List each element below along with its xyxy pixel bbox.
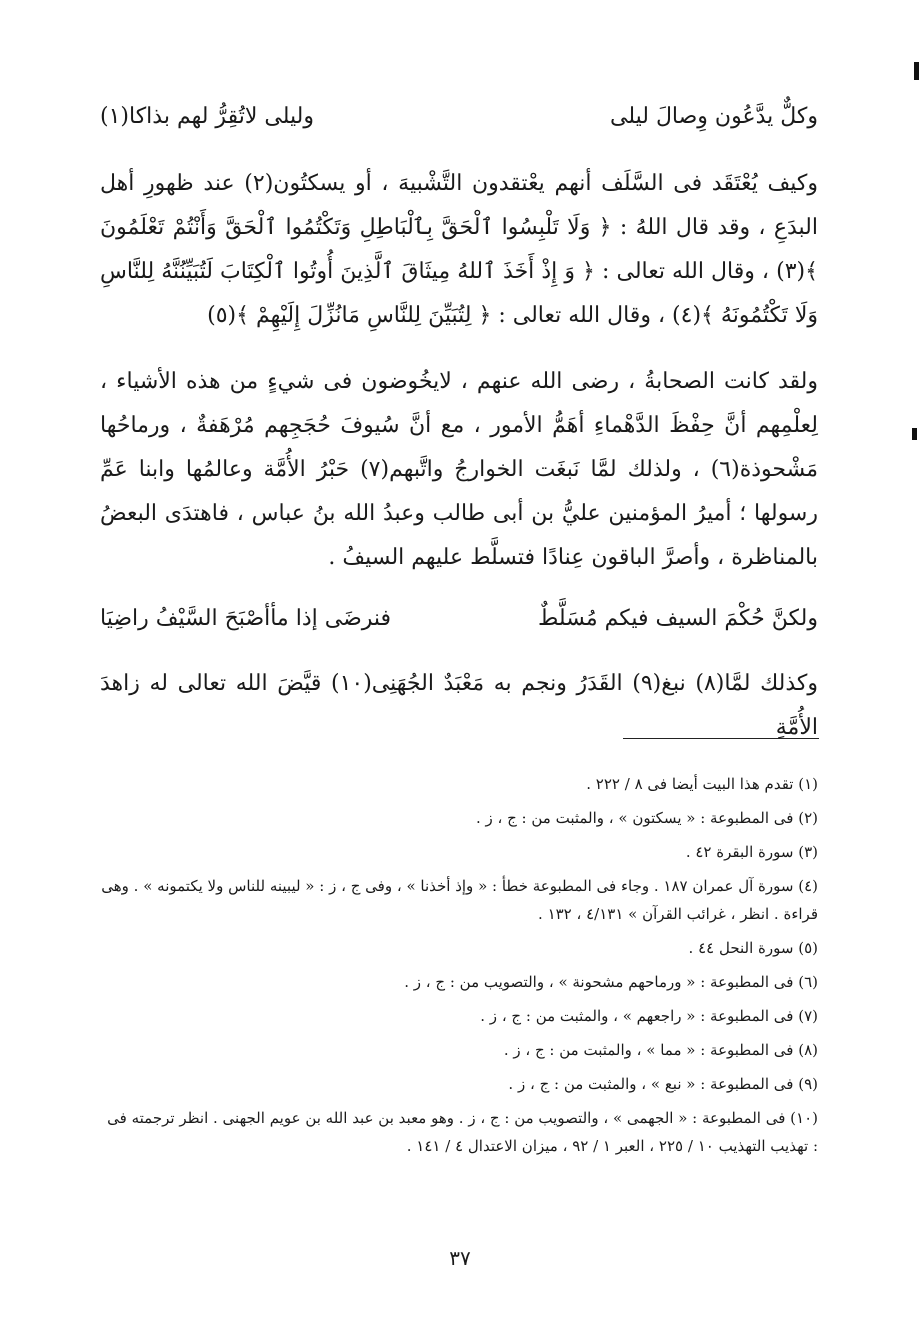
paragraph-2: ولقد كانت الصحابةُ ، رضى الله عنهم ، لايخُوضون فى شيءٍ من هذه الأشياء ، لِعلْمِهم أنَّ حِفْظَ الدَّهْماءِ أهَمُّ الأمور ، مع أنَّ سُيوفَ حُجَجِهم مُرْهَفةٌ ، ورماحُها مَشْحوذة(٦) ، ولذلك لمَّا نَبغَت الخوارجُ واتَّبهم(٧) حَبْرُ الأُمَّة وعالمُها وابنا عَمِّ رسولها ؛ أميرُ المؤمنين عليُّ بن أبى طالب وعبدُ الله بنُ عباس ، فاهتدَى البعضُ بالمناظرة ، وأصرَّ الباقون عِنادًا فتسلَّط عليهم السيفُ . [100, 369, 819, 570]
footnote-8: (٨) فى المطبوعة : « مما » ، والمثبت من : ج ، ز . [503, 1041, 818, 1059]
footnote-5: (٥) سورة النحل ٤٤ . [688, 939, 818, 957]
verse-2-hemistich-right: ولكنَّ حُكْمَ السيف فيكم مُسَلَّطٌ [538, 606, 818, 631]
footnote-4: (٤) سورة آل عمران ١٨٧ . وجاء فى المطبوعة خطأ : « وإذ أخذنا » ، وفى ج ، ز : « ليبينه للناس ولا يكتمونه » . وهى قراءة . انظر ، غرائب القرآن » ٤/١٣١ ، ١٣٢ . [101, 877, 818, 923]
footnote-2: (٢) فى المطبوعة : « يسكتون » ، والمثبت من : ج ، ز . [475, 809, 818, 827]
footnote-7: (٧) فى المطبوعة : « راجعهم » ، والمثبت من : ج ، ز . [480, 1007, 818, 1025]
verse-1-hemistich-right: وكلٌّ يدَّعُون وِصالَ ليلى [609, 104, 818, 129]
page-number: ٣٧ [449, 1246, 471, 1270]
paragraph-3: وكذلك لمَّا(٨) نبغ(٩) القَدَرُ ونجم به مَعْبَدٌ الجُهَنِى(١٠) قيَّضَ الله تعالى له زاهدَ الأُمَّةِ [100, 671, 818, 740]
footnotes [100, 770, 818, 1166]
verse-line-1 [100, 104, 818, 148]
paragraph-1: وكيف يُعْتَقَد فى السَّلَف أنهم يعْتقدون التَّشْبيهَ ، أو يسكتُون(٢) عند ظهورِ أهل البدَعِ ، وقد قال اللهُ : ﴿ وَلَا تَلْبِسُوا ٱلْحَقَّ بِٱلْبَاطِلِ وَتَكْتُمُوا ٱلْحَقَّ وَأَنْتُمْ تَعْلَمُونَ ﴾(٣) ، وقال الله تعالى : ﴿ وَ إِذْ أَخَذَ ٱللهُ مِيثَاقَ ٱلَّذِينَ أُوتُوا ٱلْكِتَابَ لَتُبَيِّنُنَّهُ لِلنَّاسِ وَلَا تَكْتُمُونَهُ ﴾(٤) ، وقال الله تعالى : ﴿ لِتُبَيِّنَ لِلنَّاسِ مَانُزِّلَ إِلَيْهِمْ ﴾(٥) [100, 171, 819, 328]
footnote-9: (٩) فى المطبوعة : « نبع » ، والمثبت من : ج ، ز . [508, 1075, 818, 1093]
margin-mark-middle [912, 428, 917, 440]
footnote-10: (١٠) فى المطبوعة : « الجهمى » ، والتصويب من : ج ، ز . وهو معبد بن عبد الله بن عويم الجهنى . انظر ترجمته فى : تهذيب التهذيب ١٠ / ٢٢٥ ، العبر ١ / ٩٢ ، ميزان الاعتدال ٤ / ١٤١ . [107, 1109, 818, 1155]
footnote-3: (٣) سورة البقرة ٤٢ . [685, 843, 818, 861]
margin-mark-top [914, 62, 919, 80]
footnote-separator [623, 738, 819, 739]
verse-1-hemistich-left: وليلى لاتُقِرُّ لهم بذاكا(١) [100, 104, 314, 129]
verse-2-hemistich-left: فنرضَى إذا مأأصْبَحَ السَّيْفُ راضِيَا [100, 606, 392, 631]
verse-line-2 [100, 606, 818, 650]
footnote-6: (٦) فى المطبوعة : « ورماحهم مشحونة » ، والتصويب من : ج ، ز . [404, 973, 818, 991]
footnote-1: (١) تقدم هذا البيت أيضا فى ٨ / ٢٢٢ . [586, 775, 818, 793]
